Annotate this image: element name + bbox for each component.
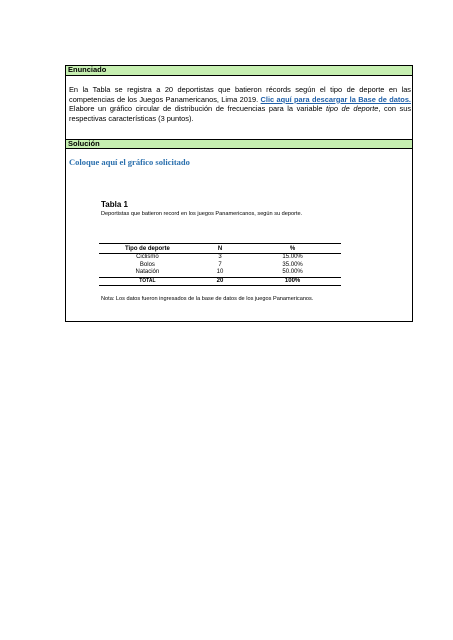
download-database-link[interactable]: Clic aquí para descargar la Base de datos. (260, 94, 411, 104)
table-title: Tabla 1 (101, 200, 128, 209)
header-tipo: Tipo de deporte (99, 244, 196, 254)
table-header-row (99, 244, 341, 254)
cell-total-percent: 100% (244, 277, 341, 286)
table-note: Nota: Los datos fueron ingresados de la base de datos de los juegos Panamericanos. (101, 296, 314, 302)
exercise-frame (65, 65, 413, 322)
cell-n: 3 (218, 254, 222, 260)
cell-percent: 15.00% (282, 254, 303, 260)
header-percent: % (244, 244, 341, 254)
table-row (99, 254, 341, 262)
cell-n: 10 (216, 269, 224, 275)
table-total-row (99, 277, 341, 286)
solucion-header: Solución (66, 139, 412, 149)
enunciado-header: Enunciado (66, 66, 412, 76)
chart-placeholder-text: Coloque aquí el gráfico solicitado (69, 157, 190, 167)
enunciado-text-part2: Elabore un gráfico circular de distribución de frecuencias para la variable (69, 104, 327, 114)
header-n: N (196, 244, 244, 254)
sports-table (99, 243, 341, 286)
enunciado-variable: tipo de deporte (326, 104, 379, 114)
table-row (99, 269, 341, 277)
enunciado-text (69, 85, 411, 123)
cell-percent: 35.00% (282, 261, 303, 268)
enunciado-text-part1: En la Tabla se registra a 20 deportistas que batieron récords según el tipo de deporte en las competencias de los Juegos Panamericanos, Lima 2019. (69, 85, 411, 104)
table-row (99, 262, 341, 270)
cell-deporte: Bolos (139, 261, 155, 268)
cell-deporte: Natación (135, 269, 160, 275)
cell-total-n: 20 (196, 277, 244, 286)
enunciado-text-part3: , con sus respectivas características (3 puntos). (69, 104, 412, 123)
cell-percent: 50.00% (282, 269, 303, 275)
cell-deporte: Ciclismo (136, 254, 159, 260)
table-subtitle: Deportistas que batieron record en los juegos Panamericanos, según su deporte. (101, 211, 303, 217)
cell-total-label: TOTAL (99, 277, 196, 286)
cell-n: 7 (218, 261, 222, 268)
